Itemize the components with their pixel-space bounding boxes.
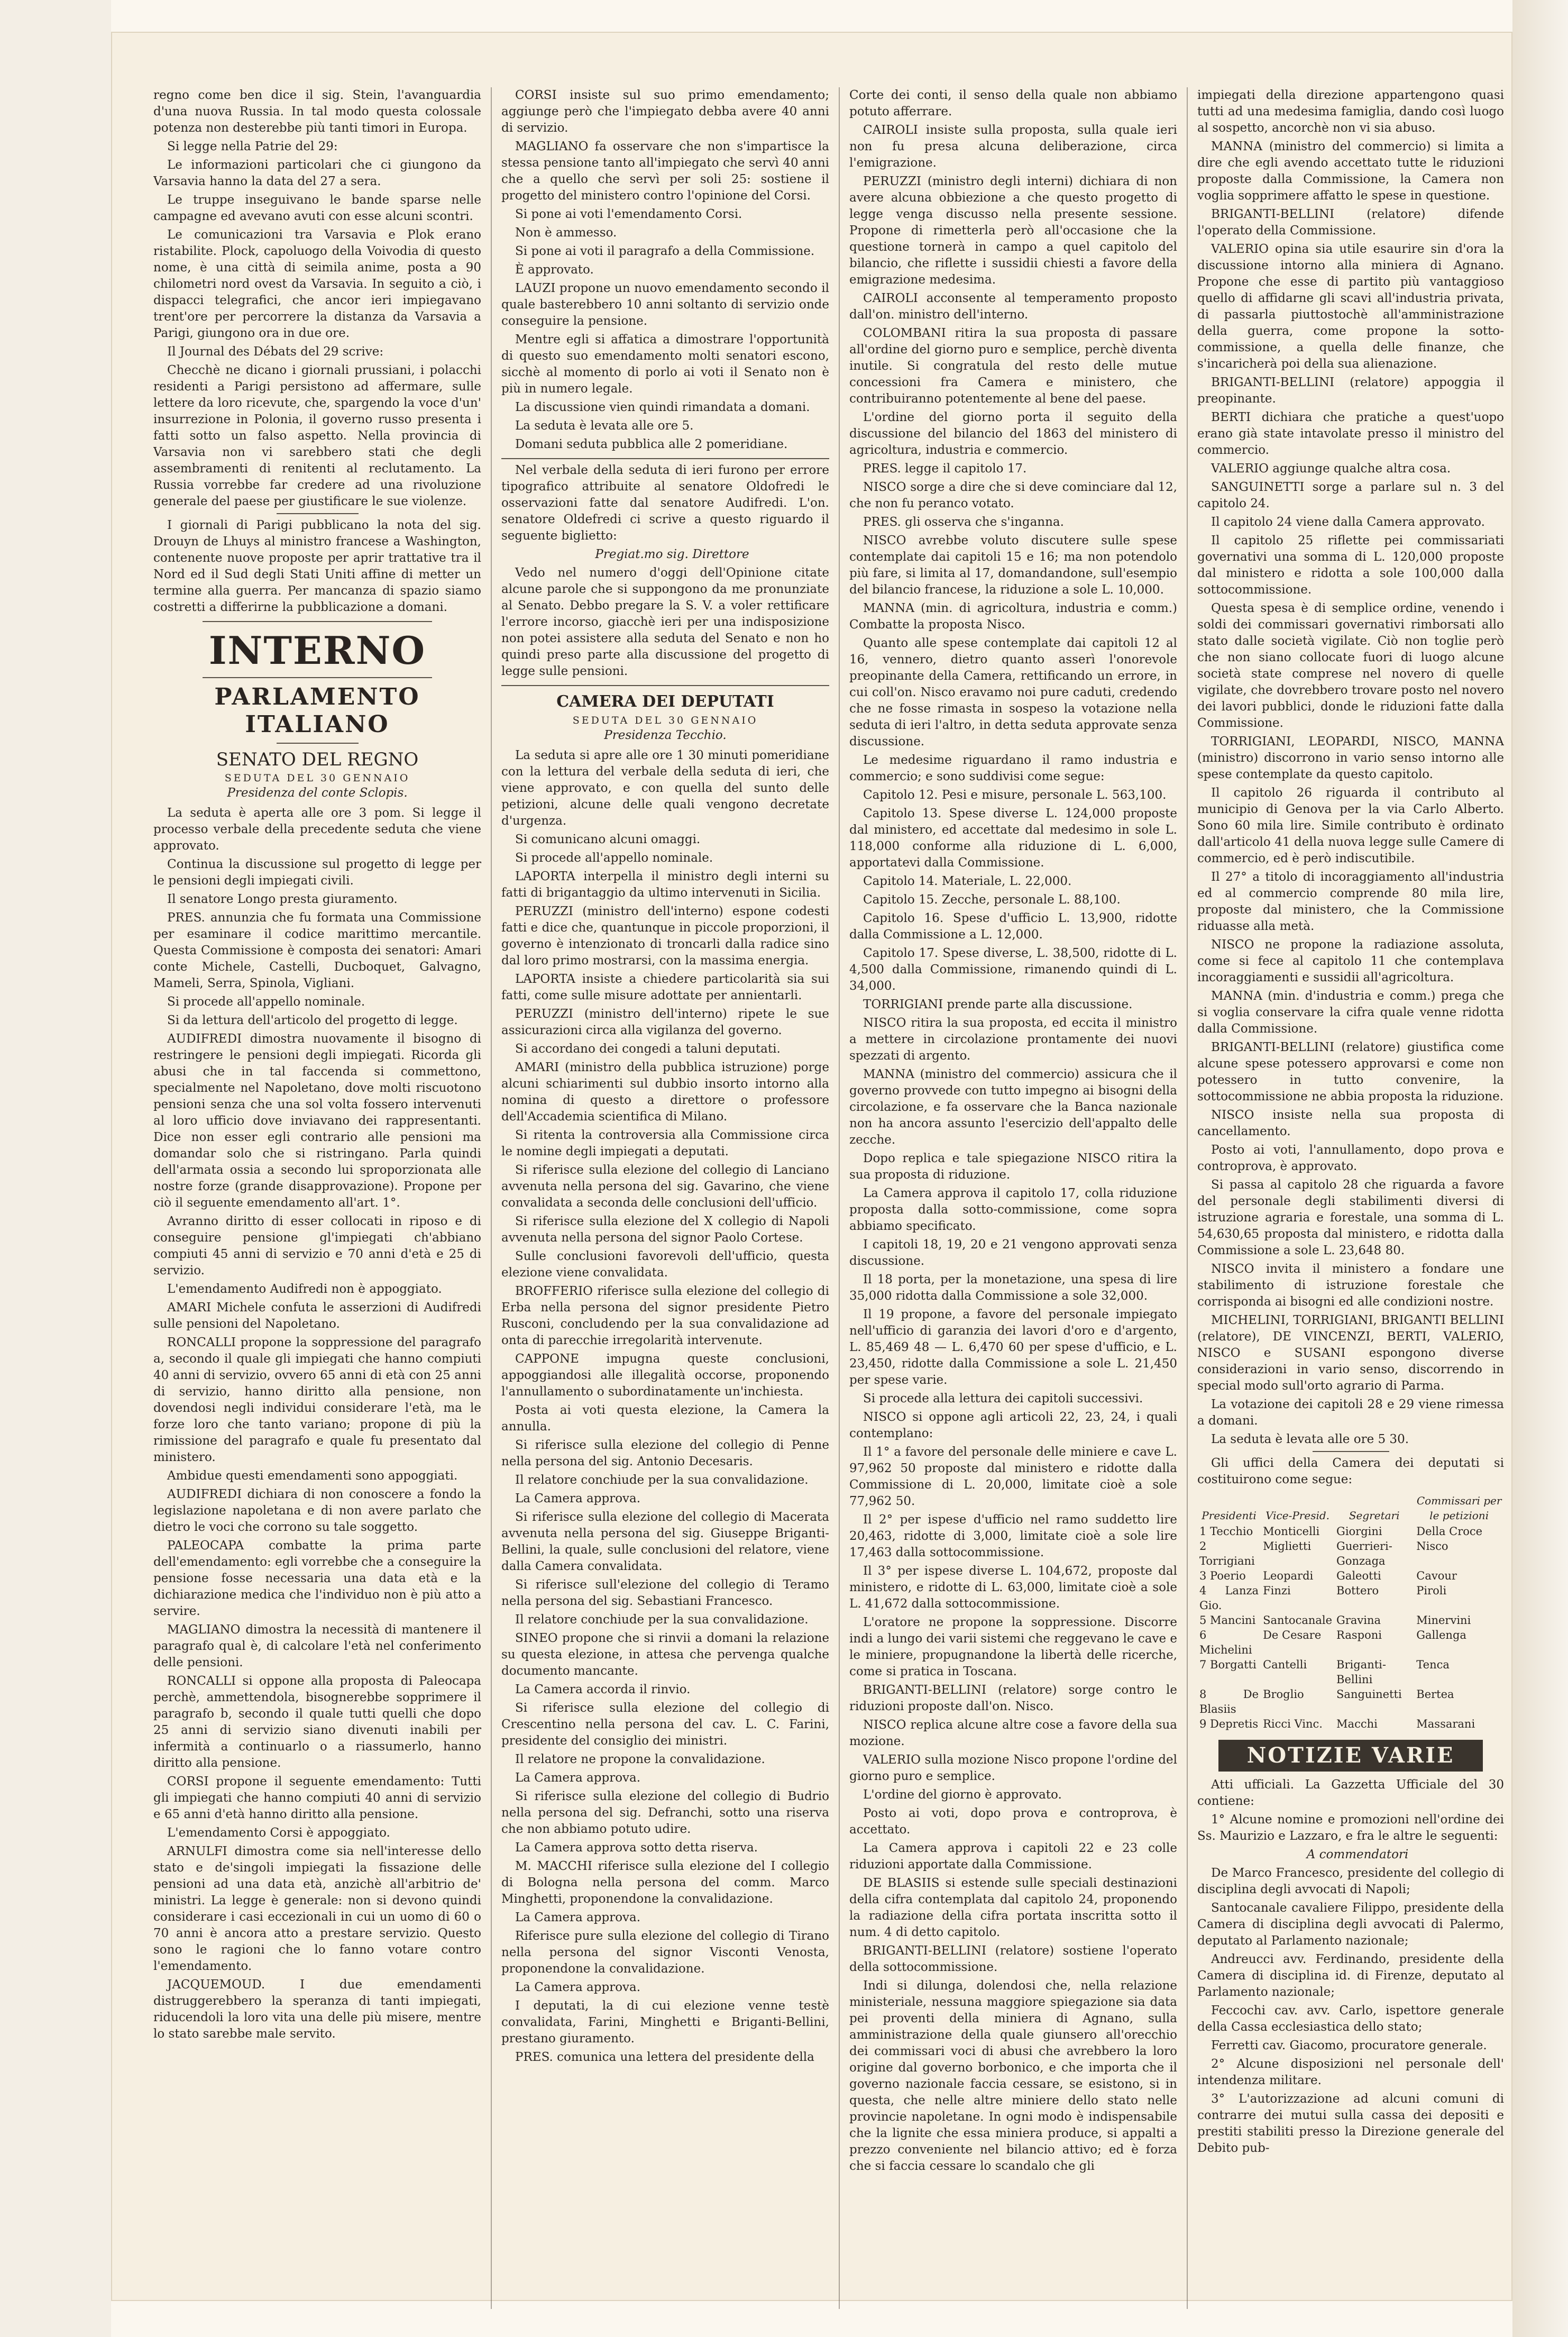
table-header: Presidenti bbox=[1202, 1509, 1257, 1522]
paragraph: DE BLASIIS si estende sulle speciali destinazioni della cifra contemplata dal capitolo 24, proponendo la radiazione della cifra portata inscritta sotto il num. 4 di detto capitolo. bbox=[849, 1876, 1177, 1939]
paragraph: MANNA (ministro del commercio) assicura che il governo provvede con tutto impegno ai bisogni della circolazione, e fa osservare che la Banca nazionale non ha ancora assunto l'esercizio dell'appalto delle zecche. bbox=[849, 1067, 1177, 1147]
paragraph: AUDIFREDI dichiara di non conoscere a fondo la legislazione napoletana e di non avere parlato che dietro le voci che corrono su tale soggetto. bbox=[153, 1487, 481, 1534]
table-cell: 2 Torrigiani bbox=[1199, 1540, 1255, 1567]
paragraph: Le comunicazioni tra Varsavia e Plok erano ristabilite. Plock, capoluogo della Voivodia di questo nome, è una città di seimila anime, posta a 90 chilometri nord ovest da Varsavia. In seguito a ciò, i dispacci telegrafici, che ancor ieri impiegavano trent'ore per percorrere la distanza da Varsavia a Parigi, giungono ora in due ore. bbox=[153, 228, 481, 340]
paragraph: I deputati, la di cui elezione venne testè convalidata, Farini, Minghetti e Briganti-Bellini, prestano giuramento. bbox=[501, 1999, 829, 2046]
paragraph: SANGUINETTI sorge a parlare sul n. 3 del capitolo 24. bbox=[1197, 480, 1504, 510]
table-cell: Tenca bbox=[1416, 1658, 1450, 1671]
paragraph: Corte dei conti, il senso della quale non abbiamo potuto afferrare. bbox=[849, 88, 1177, 118]
paragraph: JACQUEMOUD. I due emendamenti distruggerebbero la speranza di tanti impiegati, riducendoli la loro vita una delle più misere, mentre lo stato sarebbe male servito. bbox=[153, 1978, 481, 2041]
table-cell: Bottero bbox=[1336, 1584, 1379, 1597]
paragraph: TORRIGIANI prende parte alla discussione. bbox=[863, 998, 1133, 1011]
table-row bbox=[1197, 1628, 1504, 1657]
paragraph: MANNA (ministro del commercio) si limita a dire che egli avendo accettato tutte le riduzioni proposte dalla Commissione, la Camera non voglia sopprimere affatto le spese in questione. bbox=[1197, 140, 1504, 203]
paragraph: Il capitolo 26 riguarda il contributo al municipio di Genova per la via Carlo Alberto. Sono 60 mila lire. Simile contributo è ordinato dall'articolo 41 della nuova legge sulle Camere di commercio, ed è però indiscutibile. bbox=[1197, 786, 1504, 865]
table-cell: Piroli bbox=[1416, 1584, 1447, 1597]
paragraph: L'ordine del giorno porta il seguito della discussione del bilancio del 1863 del ministero di agricoltura, industria e commercio. bbox=[849, 410, 1177, 457]
paragraph: BROFFERIO riferisce sulla elezione del collegio di Erba nella persona del signor presidente Pietro Rusconi, concludendo per la sua convalidazione ad onta di parecchie irregolarità intervenute. bbox=[501, 1284, 829, 1347]
divider bbox=[203, 677, 432, 678]
paragraph: Capitolo 17. Spese diverse, L. 38,500, ridotte di L. 4,500 dalla Commissione, rimanendo quindi di L. 34,000. bbox=[849, 946, 1177, 993]
table-cell: Della Croce bbox=[1416, 1525, 1483, 1538]
paragraph: PERUZZI (ministro dell'interno) espone codesti fatti e dice che, quantunque in piccole proporzioni, il governo è intenzionato di troncarli dalla radice sino dal loro primo mostrarsi, con la massima energia. bbox=[501, 905, 829, 967]
table-row bbox=[1197, 1524, 1504, 1539]
table-header: Vice-Presid. bbox=[1266, 1509, 1330, 1522]
paragraph: 3° L'autorizzazione ad alcuni comuni di contrarre dei mutui sulla cassa dei depositi e prestiti stabiliti presso la Direzione generale del Debito pub- bbox=[1197, 2092, 1504, 2155]
paragraph: Si accordano dei congedi a taluni deputati. bbox=[515, 1042, 781, 1056]
paragraph: TORRIGIANI, LEOPARDI, NISCO, MANNA (ministro) discorrono in vario senso intorno alle spese contemplate da questo capitolo. bbox=[1197, 735, 1504, 781]
paragraph: Si procede all'appello nominale. bbox=[515, 851, 713, 865]
paragraph: Questa spesa è di semplice ordine, venendo i soldi dei commissari governativi rimborsati allo stato dalle società vigilate. Ciò non toglie però che non siano collocate fuori di luogo alcune società state comprese nel novero di quelle vigilate, che dovrebbero trovare posto nel novero dei lavori pubblici, donde le riduzioni fatte dalla Commissione. bbox=[1197, 601, 1504, 730]
offices-table bbox=[1197, 1492, 1504, 1731]
paragraph: BRIGANTI-BELLINI (relatore) appoggia il preopinante. bbox=[1197, 376, 1504, 406]
table-cell: Cavour bbox=[1416, 1569, 1457, 1582]
paragraph: Si passa al capitolo 28 che riguarda a favore del personale degli stabilimenti diversi di istruzione agraria e forestale, una somma di L. 54,630,65 proposta dal ministero, e ridotta dalla Commissione a sole L. 23,648 80. bbox=[1197, 1178, 1504, 1257]
table-cell: 6 Michelini bbox=[1199, 1629, 1252, 1656]
paragraph: Si riferisce sulla elezione del collegio di Macerata avvenuta nella persona del sig. Giuseppe Briganti-Bellini, la quale, sulle conclusioni del relatore, viene dalla Camera convalidata. bbox=[501, 1510, 829, 1573]
paragraph: Si riferisce sulla elezione del X collegio di Napoli avvenuta nella persona del signor Paolo Cortese. bbox=[501, 1215, 829, 1245]
paragraph: VALERIO aggiunge qualche altra cosa. bbox=[1211, 462, 1451, 476]
paragraph: Riferisce pure sulla elezione del collegio di Tirano nella persona del signor Visconti Venosta, proponendone la convalidazione. bbox=[501, 1929, 829, 1976]
table-cell: 9 Depretis bbox=[1199, 1718, 1259, 1730]
paragraph: Si riferisce sulla elezione del collegio di Penne nella persona del sig. Antonio Decesaris. bbox=[501, 1438, 829, 1468]
paragraph: BRIGANTI-BELLINI (relatore) sostiene l'operato della sottocommissione. bbox=[849, 1944, 1177, 1974]
paragraph: MICHELINI, TORRIGIANI, BRIGANTI BELLINI (relatore), DE VINCENZI, BERTI, VALERIO, NISCO e SUSANI espongono diverse considerazioni in vario senso, discorrendo in special modo sull'orto agrario di Parma. bbox=[1197, 1313, 1504, 1393]
paragraph: De Marco Francesco, presidente del collegio di disciplina degli avvocati di Napoli; bbox=[1197, 1866, 1504, 1896]
table-cell: Massarani bbox=[1416, 1718, 1475, 1730]
paragraph: Le truppe inseguivano le bande sparse nelle campagne ed avevano avuti con esse alcuni scontri. bbox=[153, 193, 481, 223]
paragraph: Capitolo 12. Pesi e misure, personale L. 563,100. bbox=[863, 788, 1167, 802]
paragraph: La Camera approva. bbox=[515, 1980, 641, 1994]
column-1 bbox=[153, 87, 481, 2309]
paragraph: Il 1° a favore del personale delle miniere e cave L. 97,962 50 proposte dal ministero e ridotte dalla Commissione di L. 20,000, limitate cioè a sole 77,962 50. bbox=[849, 1445, 1177, 1508]
paragraph: NISCO sorge a dire che si deve cominciare dal 12, che non fu peranco votato. bbox=[849, 480, 1177, 510]
table-cell: Cantelli bbox=[1263, 1658, 1307, 1671]
paragraph: È approvato. bbox=[515, 263, 594, 277]
table-cell: Leopardi bbox=[1263, 1569, 1314, 1582]
paragraph: La Camera approva il capitolo 17, colla riduzione proposta dalla sotto-commissione, come sopra abbiamo specificato. bbox=[849, 1186, 1177, 1233]
table-cell: 5 Mancini bbox=[1199, 1614, 1256, 1627]
paragraph: Andreucci avv. Ferdinando, presidente della Camera di disciplina id. di Firenze, deputato al Parlamento nazionale; bbox=[1197, 1952, 1504, 1999]
table-row bbox=[1197, 1539, 1504, 1568]
paragraph: Il 27° a titolo di incoraggiamento all'industria ed al commercio comprende 80 mila lire, proposte dal ministero, che la Commissione riduasse alla metà. bbox=[1197, 870, 1504, 933]
paragraph: L'emendamento Audifredi non è appoggiato. bbox=[167, 1282, 442, 1296]
table-cell: Briganti-Bellini bbox=[1336, 1658, 1386, 1686]
paragraph: La seduta è levata alle ore 5. bbox=[515, 419, 694, 433]
senate-report bbox=[153, 805, 481, 2042]
paragraph: BERTI dichiara che pratiche a quest'uopo erano già state intavolate presso il ministro del commercio. bbox=[1197, 410, 1504, 457]
paragraph: Si riferisce sull'elezione del collegio di Teramo nella persona del sig. Sebastiani Francesco. bbox=[501, 1578, 829, 1608]
paragraph: Santocanale cavaliere Filippo, presidente della Camera di disciplina degli avvocati di Palermo, deputato al Parlamento nazionale; bbox=[1197, 1901, 1504, 1948]
paragraph: BRIGANTI-BELLINI (relatore) giustifica come alcune spese potessero approvarsi e come non potessero in tutto convenire, la sottocommissione ne abbia proposta la riduzione. bbox=[1197, 1040, 1504, 1103]
table-row bbox=[1197, 1657, 1504, 1687]
paragraph: Avranno diritto di esser collocati in riposo e di conseguire pensione gl'impiegati ch'abbiano compiuti 45 anni di servizio e 70 anni d'età e 25 di servizio. bbox=[153, 1215, 481, 1277]
column-rule bbox=[1187, 87, 1188, 2309]
paragraph: La discussione vien quindi rimandata a domani. bbox=[515, 400, 810, 414]
table-cell: Santocanale bbox=[1263, 1614, 1333, 1627]
table-cell: Macchi bbox=[1336, 1718, 1378, 1730]
column-rule bbox=[839, 87, 840, 2309]
section-banner-interno: INTERNO bbox=[208, 628, 426, 673]
table-cell: Gallenga bbox=[1416, 1629, 1466, 1641]
senate-session: SEDUTA DEL 30 GENNAIO bbox=[224, 772, 410, 784]
newspaper-page bbox=[111, 32, 1512, 2301]
paragraph: Non è ammesso. bbox=[515, 226, 617, 240]
paragraph: LAPORTA interpella il ministro degli interni su fatti di brigantaggio da ultimo intervenuti in Sicilia. bbox=[501, 870, 829, 900]
paragraph: Ambidue questi emendamenti sono appoggiati. bbox=[167, 1469, 458, 1483]
paragraph: Il Journal des Débats del 29 scrive: bbox=[167, 345, 384, 359]
table-cell: Giorgini bbox=[1336, 1525, 1382, 1538]
paragraph: La Camera approva sotto detta riserva. bbox=[515, 1841, 758, 1855]
paragraph: Il 18 porta, per la monetazione, una spesa di lire 35,000 ridotta dalla Commissione a sole 32,000. bbox=[849, 1273, 1177, 1303]
table-cell: Guerrieri-Gonzaga bbox=[1336, 1540, 1392, 1567]
paragraph: Posta ai voti questa elezione, la Camera la annulla. bbox=[501, 1403, 829, 1434]
paragraph: BRIGANTI-BELLINI (relatore) difende l'operato della Commissione. bbox=[1197, 207, 1504, 238]
paragraph: LAUZI propone un nuovo emendamento secondo il quale basterebbero 10 anni soltanto di servizio onde conseguire la pensione. bbox=[501, 281, 829, 328]
table-row bbox=[1197, 1568, 1504, 1583]
paragraph: Checchè ne dicano i giornali prussiani, i polacchi residenti a Parigi persistono ad affermare, sulle lettere da loro ricevute, che, spargendo la voce d'un' insurrezione in Polonia, il governo russo presenta i fatti sotto un falso aspetto. Nella provincia di Varsavia non vi sarebbero stati che degli assembramenti di renitenti al reclutamento. La Russia vorrebbe far credere ad una rivoluzione generale del paese per giustificare le sue violenze. bbox=[153, 363, 481, 508]
paragraph: PERUZZI (ministro degli interni) dichiara di non avere alcuna obbiezione a che questo progetto di legge venga discusso nella presente sessione. Propone di rimetterla però all'occasione che la questione tornerà in campo a quel capitolo del bilancio, che riflette i sussidii chiesti a favore della emigrazione medesima. bbox=[849, 175, 1177, 287]
paragraph: NISCO replica alcune altre cose a favore della sua mozione. bbox=[849, 1718, 1177, 1748]
senate-title: SENATO DEL REGNO bbox=[216, 749, 419, 770]
paragraph: Si procede alla lettura dei capitoli successivi. bbox=[863, 1392, 1143, 1405]
paragraph: Il relatore conchiude per la sua convalidazione. bbox=[515, 1473, 809, 1487]
paragraph: impiegati della direzione appartengono quasi tutti ad una medesima famiglia, dando così luogo al sospetto, ancorchè non vi sia abuso. bbox=[1197, 88, 1504, 135]
camera-presidency: Presidenza Tecchio. bbox=[604, 728, 727, 742]
paragraph: Le medesime riguardano il ramo industria e commercio; e sono suddivisi come segue: bbox=[849, 753, 1177, 783]
paragraph: Ferretti cav. Giacomo, procuratore generale. bbox=[1211, 2039, 1487, 2052]
paragraph: La Camera approva. bbox=[515, 1492, 641, 1505]
paragraph: Il capitolo 24 viene dalla Camera approvato. bbox=[1211, 515, 1485, 529]
paragraph: L'ordine del giorno è approvato. bbox=[863, 1788, 1062, 1802]
paragraph: NISCO ritira la sua proposta, ed eccita il ministro a mettere in circolazione prontamente dei nuovi spezzati di argento. bbox=[849, 1016, 1177, 1063]
divider bbox=[1313, 1451, 1389, 1452]
paragraph: NISCO insiste nella sua proposta di cancellamento. bbox=[1197, 1108, 1504, 1138]
paragraph: CORSI propone il seguente emendamento: Tutti gli impiegati che hanno compiuti 40 anni di servizio e 65 anni d'età hanno diritto alla pensione. bbox=[153, 1775, 481, 1821]
paragraph: VALERIO sulla mozione Nisco propone l'ordine del giorno puro e semplice. bbox=[849, 1753, 1177, 1783]
table-cell: 8 De Blasiis bbox=[1199, 1688, 1259, 1715]
col1-top-section bbox=[153, 87, 481, 616]
paragraph: Capitolo 13. Spese diverse L. 124,000 proposte dal ministero, ed accettate dal medesimo in sole L. 118,000 conforme alla riduzione di L. 6,000, apportatevi dalla Commissione. bbox=[849, 807, 1177, 870]
paragraph: I giornali di Parigi pubblicano la nota del sig. Drouyn de Lhuys al ministro francese a Washington, contenente nuove proposte per aprir trattative tra il Nord ed il Sud degli Stati Uniti affine di metter un termine alla guerra. Per mancanza di spazio siamo costretti a differirne la pubblicazione a domani. bbox=[153, 518, 481, 614]
paragraph: VALERIO opina sia utile esaurire sin d'ora la discussione intorno alla miniera di Agnano. Propone che esse di partito più vantaggioso quello di affidarne gli scavi all'industria privata, di passarla piuttostochè all'amministrazione della guerra, come propone la sotto-commissione, a quella delle finanze, che s'incaricherà poi della sua alienazione. bbox=[1197, 242, 1504, 371]
paragraph: NISCO ne propone la radiazione assoluta, come si fece al capitolo 11 che contemplava incoraggiamenti e sussidii all'agricoltura. bbox=[1197, 938, 1504, 984]
paragraph: NISCO invita il ministero a fondare une stabilimento di istruzione forestale che corrisponda ai bisogni ed alle condizioni nostre. bbox=[1197, 1262, 1504, 1309]
paragraph: PRES. legge il capitolo 17. bbox=[863, 462, 1027, 476]
scan-left-margin bbox=[0, 0, 111, 2337]
paragraph: RONCALLI si oppone alla proposta di Paleocapa perchè, ammettendola, bisognerebbe sopprimere il paragrafo b, secondo il quale tutti quelli che dopo 25 anni di servizio siano divenuti inabili per infermità a continuarlo o a riassumerlo, hanno diritto alla pensione. bbox=[153, 1674, 481, 1770]
column-3 bbox=[849, 87, 1177, 2309]
paragraph: Il senatore Longo presta giuramento. bbox=[167, 892, 398, 906]
paragraph: ARNULFI dimostra come sia nell'interesse dello stato e de'singoli impiegati la fissazione delle pensioni ad una data età, anzichè all'arbitrio de' ministri. La legge è generale: non si devono quindi considerare i casi eccezionali in cui un uomo di 60 o 70 anni è ancora atto a prestare servizio. Questo sono le ragioni che lo fanno votare contro l'emendamento. bbox=[153, 1845, 481, 1973]
paragraph: PALEOCAPA combatte la prima parte dell'emendamento: egli vorrebbe che a conseguire la pensione fosse necessaria una data età e la dichiarazione medica che l'individuo non è più atto a servire. bbox=[153, 1539, 481, 1618]
paragraph: Il 19 propone, a favore del personale impiegato nell'ufficio di garanzia dei lavori d'oro e d'argento, L. 85,469 48 — L. 6,470 60 per spese d'ufficio, e L. 23,450, ridotte dalla Commissione a sole L. 21,450 per spese varie. bbox=[849, 1308, 1177, 1387]
paragraph: Dopo replica e tale spiegazione NISCO ritira la sua proposta di riduzione. bbox=[849, 1152, 1177, 1182]
table-cell: 3 Poerio bbox=[1199, 1569, 1246, 1582]
paragraph: PRES. annunzia che fu formata una Commissione per esaminare il codice marittimo mercantile. Questa Commissione è composta dei senatori: Amari conte Michele, Castelli, Ducboquet, Galvagno, Mameli, Serra, Spinola, Vigliani. bbox=[153, 911, 481, 990]
paragraph: Indi si dilunga, dolendosi che, nella relazione ministeriale, nessuna maggiore spiegazione sia data pei proventi della miniera di Agnano, sulla amministrazione della quale giunsero all'orecchio dei commissari voci di abusi che avrebbero la loro origine dal governo borbonico, e che importa che il governo nazionale faccia cessare, se esistono, si in questa, che nelle altre miniere dello stato nelle provincie napoletane. In ogni modo è indispensabile che la lignite che essa miniera produce, si appalti a prezzo conveniente nel bilancio attivo; ed è forza che si faccia cessare lo scandalo che gli bbox=[849, 1979, 1177, 2173]
table-cell: Bertea bbox=[1416, 1688, 1454, 1701]
table-header-row bbox=[1197, 1492, 1504, 1524]
paragraph: Il capitolo 25 riflette pei commissariati governativi una somma di L. 120,000 proposte dal ministero e ridotta a sole 100,000 dalla sottocommissione. bbox=[1197, 534, 1504, 597]
paragraph: 2° Alcune disposizioni nel personale dell' intendenza militare. bbox=[1197, 2057, 1504, 2087]
table-cell: Monticelli bbox=[1263, 1525, 1320, 1538]
table-cell: Ricci Vinc. bbox=[1263, 1718, 1323, 1730]
paragraph: RONCALLI propone la soppressione del paragrafo a, secondo il quale gli impiegati che hanno compiuti 40 anni di servizio, ovvero 65 anni di età con 25 anni di servizio, hanno diritto alla pensione, non dovendosi negli individui considerare l'età, ma le forze loro che tanto variano; propone di più la rimissione del paragrafo e quale fu presentato dal ministero. bbox=[153, 1336, 481, 1464]
paragraph: I capitoli 18, 19, 20 e 21 vengono approvati senza discussione. bbox=[849, 1238, 1177, 1268]
paragraph: LAPORTA insiste a chiedere particolarità sia sui fatti, come sulle misure adottate per annientarli. bbox=[501, 972, 829, 1002]
paragraph: La Camera approva. bbox=[515, 1911, 641, 1924]
table-cell: Gravina bbox=[1336, 1614, 1381, 1627]
paragraph: Il 3° per ispese diverse L. 104,672, proposte dal ministero, e ridotte di L. 63,000, limitate cioè a sole L. 41,672 dalla sottocommissione. bbox=[849, 1564, 1177, 1611]
table-cell: 1 Tecchio bbox=[1199, 1525, 1253, 1538]
table-cell: Minervini bbox=[1416, 1614, 1471, 1627]
paragraph: La seduta si apre alle ore 1 30 minuti pomeridiane con la lettura del verbale della seduta di ieri, che viene approvato, e con quella del sunto delle petizioni, alcune delle quali vengono decretate d'urgenza. bbox=[501, 748, 829, 828]
paragraph: Si procede all'appello nominale. bbox=[167, 995, 365, 1009]
paragraph: Capitolo 16. Spese d'ufficio L. 13,900, ridotte dalla Commissione a L. 12,000. bbox=[849, 911, 1177, 942]
paragraph: CAPPONE impugna queste conclusioni, appoggiandosi alle illegalità occorse, proponendo l'annullamento o subordinatamente un'inchiesta. bbox=[501, 1352, 829, 1399]
camera-session: SEDUTA DEL 30 GENNAIO bbox=[572, 715, 758, 726]
paragraph: La seduta è aperta alle ore 3 pom. Si legge il processo verbale della precedente seduta che viene approvato. bbox=[153, 806, 481, 853]
paragraph: Il relatore ne propone la convalidazione. bbox=[515, 1752, 765, 1766]
paragraph: Si pone ai voti l'emendamento Corsi. bbox=[515, 207, 742, 221]
paragraph: Continua la discussione sul progetto di legge per le pensioni degli impiegati civili. bbox=[153, 857, 481, 888]
notizie-varie-banner: NOTIZIE VARIE bbox=[1218, 1740, 1483, 1772]
divider bbox=[203, 621, 432, 622]
table-row bbox=[1197, 1583, 1504, 1613]
divider bbox=[277, 743, 359, 744]
paragraph: L'oratore ne propone la soppressione. Discorre indi a lungo dei varii sistemi che reggevano le cave e le miniere, propugnandone la libertà delle ricerche, come si pratica in Toscana. bbox=[849, 1615, 1177, 1678]
table-cell: Broglio bbox=[1263, 1688, 1304, 1701]
table-cell: Galeotti bbox=[1336, 1569, 1381, 1582]
paragraph: 1° Alcune nomine e promozioni nell'ordine dei Ss. Maurizio e Lazzaro, e fra le altre le seguenti: bbox=[1197, 1813, 1504, 1843]
table-row bbox=[1197, 1717, 1504, 1731]
paragraph: Le informazioni particolari che ci giungono da Varsavia hanno la data del 27 a sera. bbox=[153, 158, 481, 188]
table-cell: De Cesare bbox=[1263, 1629, 1322, 1641]
subheading: A commendatori bbox=[1306, 1848, 1409, 1861]
scan-right-edge bbox=[1512, 0, 1568, 2337]
paragraph: CAIROLI insiste sulla proposta, sulla quale ieri non fu presa alcuna deliberazione, circa l'emigrazione. bbox=[849, 123, 1177, 170]
table-cell: Nisco bbox=[1416, 1540, 1448, 1553]
table-header: Commissari per le petizioni bbox=[1416, 1494, 1502, 1522]
paragraph: CORSI insiste sul suo primo emendamento; aggiunge però che l'impiegato debba avere 40 anni di servizio. bbox=[501, 88, 829, 135]
paragraph: NISCO si oppone agli articoli 22, 23, 24, i quali contemplano: bbox=[849, 1410, 1177, 1440]
paragraph: Si riferisce sulla elezione del collegio di Lanciano avvenuta nella persona del sig. Gavarino, che viene convalidata a seconda delle conclusioni dell'ufficio. bbox=[501, 1163, 829, 1210]
paragraph: La votazione dei capitoli 28 e 29 viene rimessa a domani. bbox=[1197, 1398, 1504, 1428]
paragraph: AUDIFREDI dimostra nuovamente il bisogno di restringere le pensioni degli impiegati. Ricorda gli abusi che in tal faccenda si commettono, specialmente nel Napoletano, dove molti riscuotono pensioni senza che una sol volta fossero intervenuti al loro ufficio dove inviavano dei rappresentanti. Dice non esser egli contrario alle pensioni ma domandar solo che si ristringano. Parla quindi dell'armata ossia a secondo lui sproporzionata alle nostre forze (grande disapprovazione). Propone per ciò il seguente emendamento all'art. 1°. bbox=[153, 1032, 481, 1210]
paragraph: Feccochi cav. avv. Carlo, ispettore generale della Cassa ecclesiastica dello stato; bbox=[1197, 2004, 1504, 2034]
paragraph: COLOMBANI ritira la sua proposta di passare all'ordine del giorno puro e semplice, perchè diventa inutile. Si congratula del resto delle mutue concessioni fra Camera e ministero, che contribuiranno potentemente al bene del paese. bbox=[849, 326, 1177, 406]
paragraph: MAGLIANO dimostra la necessità di mantenere il paragrafo qual è, di calcolare l'età nel conferimento delle pensioni. bbox=[153, 1623, 481, 1669]
camera-title: CAMERA DEI DEPUTATI bbox=[556, 692, 774, 711]
divider bbox=[277, 513, 359, 514]
table-row bbox=[1197, 1613, 1504, 1628]
paragraph: Quanto alle spese contemplate dai capitoli 12 al 16, vennero, dietro quanto asserì l'onorevole preopinante della Camera, rettificando un errore, in cui coll'on. Nisco eravamo noi pure caduti, credendo che ne fosse rimasta in sospeso la votazione nella seduta di ieri l'altro, in detta seduta approvate senza discussione. bbox=[849, 636, 1177, 748]
paragraph: La Camera accorda il rinvio. bbox=[515, 1683, 691, 1696]
paragraph: Si riferisce sulla elezione del collegio di Crescentino nella persona del cav. L. C. Farini, presidente del consiglio dei ministri. bbox=[501, 1701, 829, 1748]
paragraph: Posto ai voti, dopo prova e controprova, è accettato. bbox=[849, 1806, 1177, 1837]
paragraph: AMARI Michele confuta le asserzioni di Audifredi sulle pensioni del Napoletano. bbox=[153, 1301, 481, 1331]
paragraph: Posto ai voti, l'annullamento, dopo prova e controprova, è approvato. bbox=[1197, 1143, 1504, 1173]
paragraph: Capitolo 15. Zecche, personale L. 88,100. bbox=[863, 893, 1121, 907]
table-cell: Miglietti bbox=[1263, 1540, 1312, 1553]
senate-presidency: Presidenza del conte Sclopis. bbox=[227, 786, 408, 800]
table-cell: 7 Borgatti bbox=[1199, 1658, 1257, 1671]
paragraph: Nel verbale della seduta di ieri furono per errore tipografico attribuite al senatore Oldofredi le osservazioni fatte dal senatore Audifredi. L'on. senatore Oldefredi ci scrive a questo riguardo il seguente biglietto: bbox=[501, 463, 829, 543]
column-2 bbox=[501, 87, 829, 2309]
table-header: Segretari bbox=[1349, 1509, 1400, 1522]
paragraph: Si legge nella Patrie del 29: bbox=[167, 140, 338, 153]
paragraph: BRIGANTI-BELLINI (relatore) sorge contro le riduzioni proposte dall'on. Nisco. bbox=[849, 1683, 1177, 1713]
paragraph: Atti ufficiali. La Gazzetta Ufficiale del 30 contiene: bbox=[1197, 1778, 1504, 1808]
paragraph: Il relatore conchiude per la sua convalidazione. bbox=[515, 1613, 809, 1627]
paragraph: AMARI (ministro della pubblica istruzione) porge alcuni schiarimenti sul dubbio insorto intorno alla nomina di questo a direttore o professore dell'Accademia scientifica di Milano. bbox=[501, 1061, 829, 1124]
paragraph: Capitolo 14. Materiale, L. 22,000. bbox=[863, 874, 1072, 888]
paragraph: Si ritenta la controversia alla Commissione circa le nomine degli impiegati a deputati. bbox=[501, 1128, 829, 1158]
table-cell: Sanguinetti bbox=[1336, 1688, 1402, 1701]
paragraph: regno come ben dice il sig. Stein, l'avanguardia d'una nuova Russia. In tal modo questa colossale potenza non desterebbe più tanti timori in Europa. bbox=[153, 88, 481, 135]
parliament-heading: PARLAMENTO ITALIANO bbox=[214, 683, 420, 738]
paragraph: PRES. comunica una lettera del presidente della bbox=[515, 2050, 814, 2064]
paragraph: L'emendamento Corsi è appoggiato. bbox=[167, 1826, 390, 1840]
table-cell: Rasponi bbox=[1336, 1629, 1382, 1641]
column-4 bbox=[1197, 87, 1504, 2309]
letter-salutation: Pregiat.mo sig. Direttore bbox=[595, 547, 749, 561]
paragraph: NISCO avrebbe voluto discutere sulle spese contemplate dai capitoli 15 e 16; ma non potendolo più fare, si limita al 17, domandandone, sull'esempio del bilancio francese, la riduzione a sole L. 10,000. bbox=[849, 534, 1177, 597]
table-cell: Finzi bbox=[1263, 1584, 1291, 1597]
table-row bbox=[1197, 1687, 1504, 1717]
paragraph: Domani seduta pubblica alle 2 pomeridiane. bbox=[515, 437, 788, 451]
paragraph: M. MACCHI riferisce sulla elezione del I collegio di Bologna nella persona del comm. Marco Minghetti, proponendone la convalidazione. bbox=[501, 1859, 829, 1906]
paragraph: La Camera approva. bbox=[515, 1771, 641, 1785]
paragraph: MAGLIANO fa osservare che non s'impartisce la stessa pensione tanto all'impiegato che servì 40 anni che a quello che servì per soli 25: sostiene il progetto del ministero contro l'opinione del Corsi. bbox=[501, 140, 829, 203]
paragraph: Mentre egli si affatica a dimostrare l'opportunità di questo suo emendamento molti senatori escono, sicchè al momento di porlo ai voti il Senato non è più in numero legale. bbox=[501, 333, 829, 396]
camera-report bbox=[501, 747, 829, 2066]
paragraph: MANNA (min. di agricoltura, industria e comm.) Combatte la proposta Nisco. bbox=[849, 601, 1177, 632]
paragraph: SINEO propone che si rinvii a domani la relazione su questa elezione, in attesa che pervenga qualche documento mancante. bbox=[501, 1631, 829, 1678]
paragraph: PRES. gli osserva che s'inganna. bbox=[863, 515, 1064, 529]
paragraph: MANNA (min. d'industria e comm.) prega che si voglia conservare la cifra quale venne ridotta dalla Commissione. bbox=[1197, 989, 1504, 1036]
paragraph: Si comunicano alcuni omaggi. bbox=[515, 833, 701, 846]
paragraph: PERUZZI (ministro dell'interno) ripete le sue assicurazioni circa alla vigilanza del governo. bbox=[501, 1007, 829, 1037]
paragraph: Il 2° per ispese d'ufficio nel ramo suddetto lire 20,463, ridotte di 3,000, limitate cioè a sole lire 17,463 dalla sottocommissione. bbox=[849, 1513, 1177, 1559]
paragraph: Sulle conclusioni favorevoli dell'ufficio, questa elezione viene convalidata. bbox=[501, 1249, 829, 1280]
errata-box bbox=[501, 458, 829, 686]
paragraph: La seduta è levata alle ore 5 30. bbox=[1211, 1432, 1409, 1446]
paragraph: Si pone ai voti il paragrafo a della Commissione. bbox=[515, 244, 815, 258]
table-cell: 4 Lanza Gio. bbox=[1199, 1584, 1259, 1612]
paragraph: Si da lettura dell'articolo del progetto di legge. bbox=[167, 1014, 458, 1027]
paragraph: La Camera approva i capitoli 22 e 23 colle riduzioni apportate dalla Commissione. bbox=[849, 1841, 1177, 1872]
paragraph: CAIROLI acconsente al temperamento proposto dall'on. ministro dell'interno. bbox=[849, 291, 1177, 322]
column-rule bbox=[491, 87, 492, 2309]
paragraph: Gli uffici della Camera dei deputati si costituirono come segue: bbox=[1197, 1456, 1504, 1486]
paragraph: Si riferisce sulla elezione del collegio di Budrio nella persona del sig. Defranchi, sotto una riserva che non abbiamo potuto udire. bbox=[501, 1790, 829, 1836]
paragraph: Vedo nel numero d'oggi dell'Opinione citate alcune parole che si suppongono da me pronunziate al Senato. Debbo pregare la S. V. a voler rettificare l'errore incorso, giacchè ieri per una indisposizione non potei assistere alla seduta del Senato e non ho quindi preso parte alla discussione del progetto di legge sulle pensioni. bbox=[501, 566, 829, 678]
